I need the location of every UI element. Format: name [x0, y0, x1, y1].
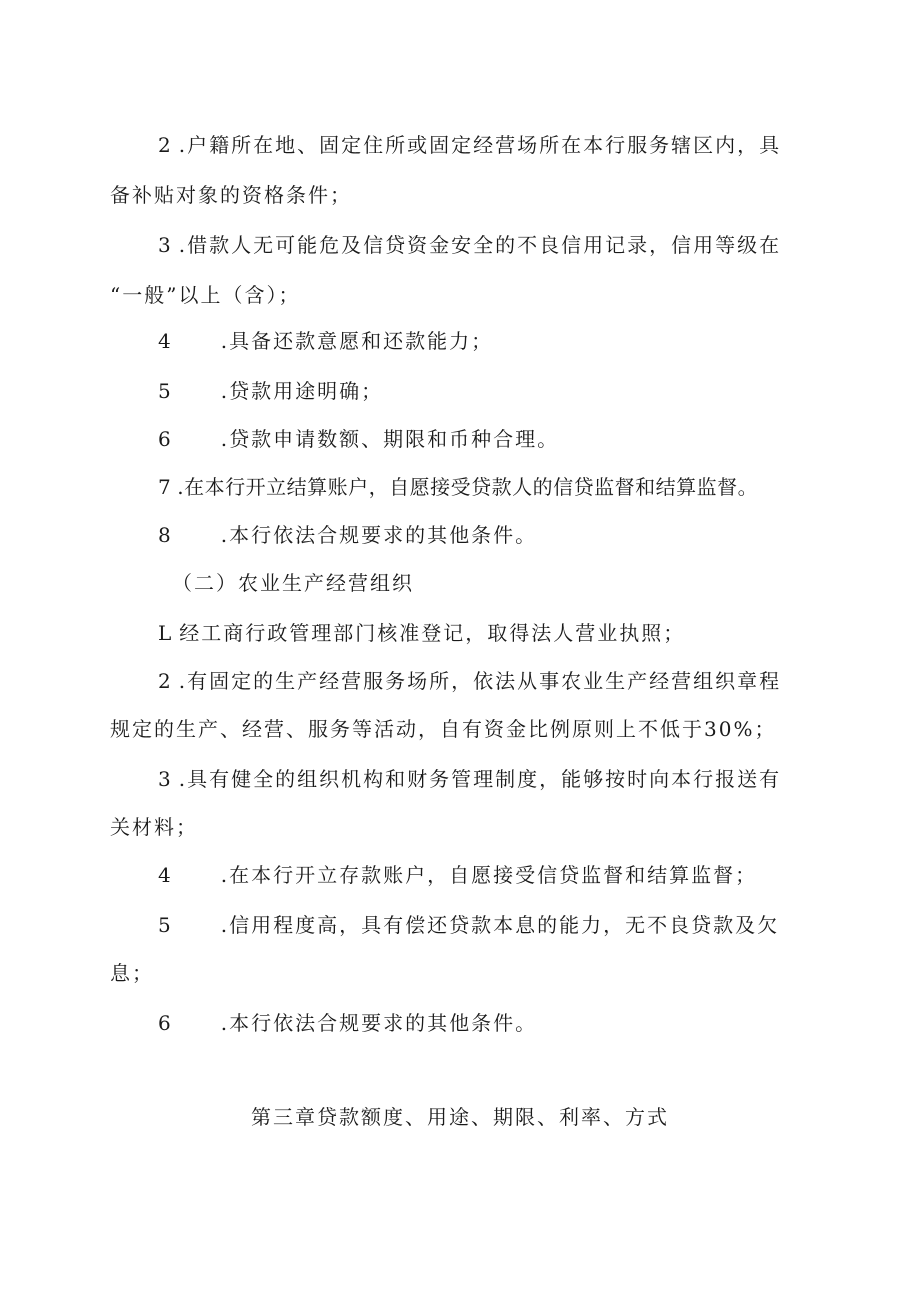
item-2-line1: 2 .户籍所在地、固定住所或固定经营场所在本行服务辖区内，具	[158, 133, 782, 157]
org-item-3-line2: 关材料；	[110, 815, 198, 839]
item-6: 6 .贷款申请数额、期限和币种合理。	[158, 427, 560, 451]
item-2-line2: 备补贴对象的资格条件；	[110, 183, 352, 207]
item-8: 8 .本行依法合规要求的其他条件。	[158, 523, 538, 547]
org-item-5-line1: 5 .信用程度高，具有偿还贷款本息的能力，无不良贷款及欠	[158, 913, 780, 937]
org-item-6: 6 .本行依法合规要求的其他条件。	[158, 1011, 538, 1035]
chapter-title: 第三章贷款额度、用途、期限、利率、方式	[251, 1105, 669, 1129]
org-item-2-line2: 规定的生产、经营、服务等活动，自有资金比例原则上不低于30%；	[110, 717, 777, 741]
item-7: 7 .在本行开立结算账户，自愿接受贷款人的信贷监督和结算监督。	[158, 475, 759, 499]
item-5: 5 .贷款用途明确；	[158, 379, 384, 403]
item-3-line1: 3 .借款人无可能危及信贷资金安全的不良信用记录，信用等级在	[158, 233, 782, 257]
section-title-org: （二）农业生产经营组织	[172, 571, 414, 595]
org-item-5-line2: 息；	[110, 961, 154, 985]
org-item-1: L 经工商行政管理部门核准登记，取得法人营业执照；	[158, 621, 686, 645]
org-item-3-line1: 3 .具有健全的组织机构和财务管理制度，能够按时向本行报送有	[158, 767, 782, 791]
org-item-2-line1: 2 .有固定的生产经营服务场所，依法从事农业生产经营组织章程	[158, 669, 782, 693]
item-4: 4 .具备还款意愿和还款能力；	[158, 329, 494, 353]
item-3-line2: “一般”以上（含）；	[110, 283, 301, 307]
org-item-4: 4 .在本行开立存款账户，自愿接受信贷监督和结算监督；	[158, 863, 758, 887]
